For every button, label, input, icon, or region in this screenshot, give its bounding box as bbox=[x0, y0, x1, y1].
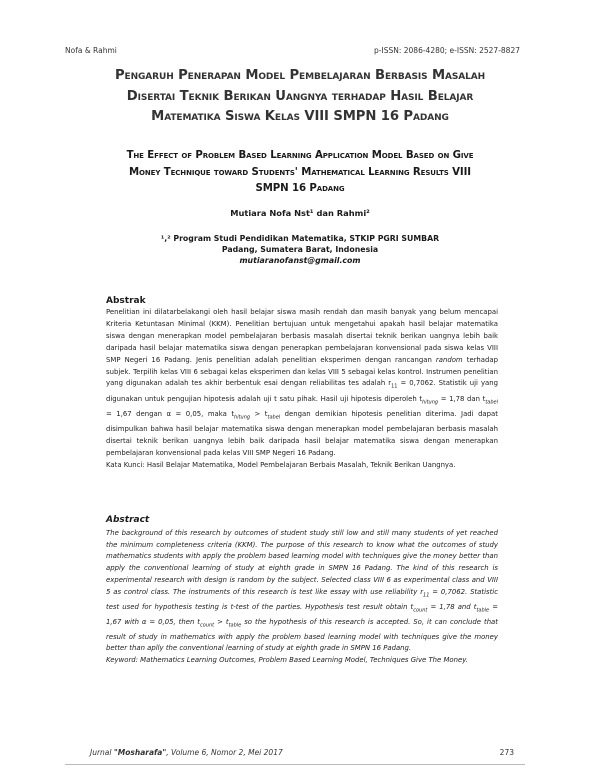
footer-journal: Jurnal "Mosharafa", Volume 6, Nomor 2, Mei 2017 bbox=[90, 748, 283, 757]
abstract-paragraph: The background of this research by outcomes of student study still low and still many students of yet reached the minimum completeness criteria (KKM). The purpose of this research to know what the outcomes of study mathematics students with apply the problem based learning model with techniques give the money better than apply the conventional learning of study at eighth grade in SMPN 16 Padang. The kind of this research is experimental research with design is random by the subject. Selected class VIII 6 as experimental class and VIII 5 as control class. The instruments of this research is test like essay with use reliability $r_{11} = 0,7062$. Statistic test used for hypothesis testing is t-test of the parties. Hypothesis test result obtain $t_{count} = 1,78$ and $t_{table} = 1,67$ with α = 0,05, then $t_{count} > t_{table}$ so the hypothesis of this research is accepted. So, it can conclude that result of study in mathematics with apply the problem based learning model with techniques give the money better than aplly the conventional learning of study at eighth grade in SMPN 16 Padang. bbox=[106, 529, 498, 653]
affiliation-line-1: ¹,² Program Studi Pendidikan Matematika, STKIP PGRI SUMBAR bbox=[160, 234, 440, 243]
abstrak-paragraph: Penelitian ini dilatarbelakangi oleh hasil belajar siswa masih rendah dan masih banyak yang belum mencapai Kriteria Ketuntasan Minimal (KKM). Penelitian bertujuan untuk mengetahui apakah hasil belajar matematika siswa dengan menerapkan model pembelajaran berbasis masalah disertai teknik berikan uangnya lebih baik daripada hasil belajar matematika siswa dengan penerapkan pembelajaran konvensional pada siswa kelas VIII SMP Negeri 16 Padang. Jenis penelitian adalah penelitian eksperimen dengan rancangan random terhadap subjek. Terpilih kelas VIII 6 sebagai kelas eksperimen dan kelas VIII 5 sebagai kelas kontrol. Instrumen penelitian yang digunakan adalah tes akhir berbentuk esai dengan reliabilitas tes adalah $r_{11} = 0,7062$. Statistik uji yang digunakan untuk pengujian hipotesis adalah uji t satu pihak. Hasil uji hipotesis diperoleh $t_{hitung} = 1,78$ dan $t_{tabel} = 1,67$ dengan α = 0,05, maka $t_{hitung} > t_{tabel}$ dengan demikian hipotesis penelitian diterima. Jadi dapat disimpulkan bahwa hasil belajar matematika siswa dengan menerapkan model pembelajaran berbasis masalah disertai teknik berikan uangnya lebih baik daripada hasil belajar matematika siswa dengan menerapkan pembelajaran konvensional pada kelas VIII SMP Negeri 16 Padang. bbox=[106, 308, 498, 458]
affiliation bbox=[0, 233, 600, 266]
footer-page-number: 273 bbox=[499, 748, 514, 757]
footer-journal-name: "Mosharafa" bbox=[113, 748, 167, 757]
author-list: Mutiara Nofa Nst¹ dan Rahmi² bbox=[230, 208, 370, 218]
title-id-line-2: Disertai Teknik Berikan Uangnya terhadap Hasil Belajar bbox=[126, 88, 474, 104]
title-en-line-2: Money Technique toward Students' Mathematical Learning Results VIII bbox=[129, 166, 471, 178]
author-email: mutiaranofanst@gmail.com bbox=[239, 256, 361, 265]
title-en-line-1: The Effect of Problem Based Learning Application Model Based on Give bbox=[126, 150, 474, 161]
title-id-line-1: Pengaruh Penerapan Model Pembelajaran Berbasis Masalah bbox=[114, 68, 486, 83]
footer-rule bbox=[65, 764, 525, 765]
running-header-authors: Nofa & Rahmi bbox=[65, 46, 117, 55]
affiliation-line-2: Padang, Sumatera Barat, Indonesia bbox=[221, 245, 379, 254]
title-id-line-3: Matematika Siswa Kelas VIII SMPN 16 Padang bbox=[151, 109, 449, 124]
running-header-issn: p-ISSN: 2086-4280; e-ISSN: 2527-8827 bbox=[374, 46, 520, 55]
title-en-line-3: SMPN 16 Padang bbox=[255, 183, 345, 194]
abstrak-keywords: Kata Kunci: Hasil Belajar Matematika, Model Pembelajaran Berbais Masalah, Teknik Berikan Uangnya. bbox=[106, 461, 456, 469]
title-english bbox=[70, 148, 530, 198]
abstract-heading: Abstract bbox=[106, 515, 150, 525]
abstract-keywords: Keyword: Mathematics Learning Outcomes, Problem Based Learning Model, Techniques Give The Money. bbox=[106, 656, 468, 665]
title-indonesian bbox=[70, 66, 530, 128]
abstrak-body bbox=[106, 307, 498, 472]
abstract-body bbox=[106, 528, 498, 667]
abstrak-heading: Abstrak bbox=[106, 296, 146, 306]
